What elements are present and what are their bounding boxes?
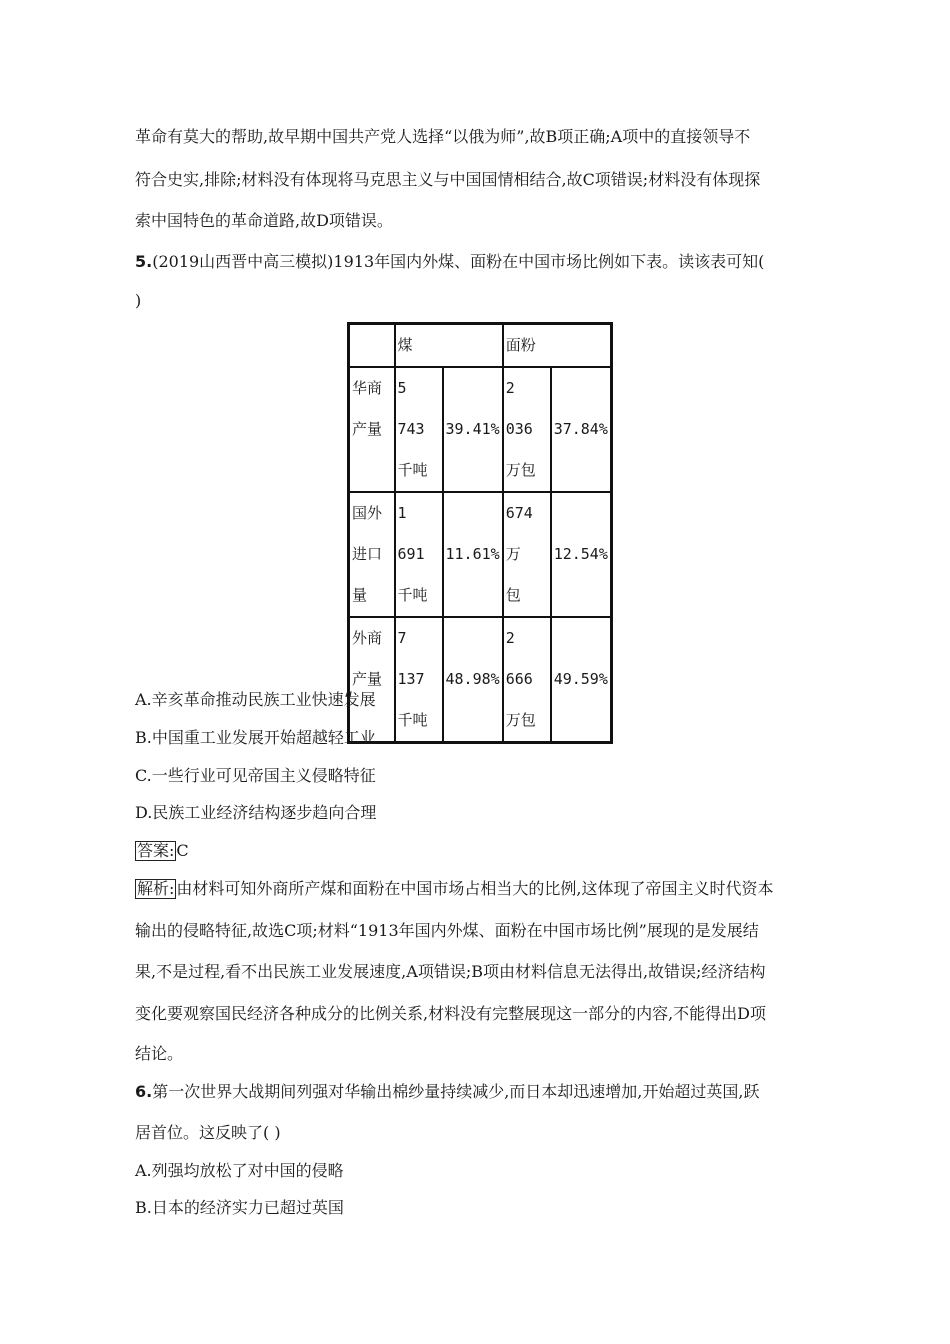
q5-data-table	[347, 322, 613, 744]
flour-percent: 12.54%	[551, 492, 612, 617]
flour-percent: 37.84%	[551, 367, 612, 492]
flour-amount: 674万 包	[503, 492, 551, 617]
row-label: 外商 产量	[349, 617, 395, 743]
q5-analysis-line-2: 输出的侵略特征,故选C项;材料“1913年国内外煤、面粉在中国市场比例”展现的是发展结	[135, 921, 759, 940]
q6-number: 6.	[135, 1082, 153, 1101]
q5-stem-line-1	[135, 251, 764, 273]
q6-stem-line-1	[135, 1081, 759, 1103]
table-row	[349, 492, 612, 617]
table-row	[349, 617, 612, 743]
q5-analysis-line-4: 变化要观察国民经济各种成分的比例关系,材料没有完整展现这一部分的内容,不能得出D项	[135, 1004, 767, 1023]
coal-percent: 39.41%	[443, 367, 503, 492]
q5-analysis-line-3: 果,不是过程,看不出民族工业发展速度,A项错误;B项由材料信息无法得出,故错误;经济结构	[135, 962, 766, 981]
row-label: 华商 产量	[349, 367, 395, 492]
q5-answer	[135, 840, 189, 862]
flour-percent: 49.59%	[551, 617, 612, 743]
q5-number: 5.	[135, 252, 153, 271]
table-row	[349, 367, 612, 492]
q6-stem-text: 第一次世界大战期间列强对华输出棉纱量持续减少,而日本却迅速增加,开始超过英国,跃	[152, 1082, 760, 1101]
q5-stem-text: (2019山西晋中高三模拟)1913年国内外煤、面粉在中国市场比例如下表。读该表可知(	[152, 252, 765, 271]
answer-label: 答案:	[137, 841, 175, 860]
coal-percent: 11.61%	[443, 492, 503, 617]
flour-amount: 2 036 万包	[503, 367, 551, 492]
intro-line-2: 符合史实,排除;材料没有体现将马克思主义与中国国情相结合,故C项错误;材料没有体现探	[135, 170, 761, 189]
analysis-label: 解析:	[137, 879, 175, 898]
table-header-empty	[349, 324, 395, 368]
q5-analysis-line-5: 结论。	[135, 1044, 184, 1063]
q6-option-a: A.列强均放松了对中国的侵略	[135, 1161, 344, 1180]
coal-amount: 7 137 千吨	[395, 617, 443, 743]
q6-stem-line-2: 居首位。这反映了( )	[135, 1123, 281, 1142]
answer-value: C	[176, 841, 189, 860]
row-label: 国外 进口 量	[349, 492, 395, 617]
q6-option-b: B.日本的经济实力已超过英国	[135, 1198, 344, 1217]
intro-line-3: 索中国特色的革命道路,故D项错误。	[135, 211, 393, 230]
intro-line-1: 革命有莫大的帮助,故早期中国共产党人选择“以俄为师”,故B项正确;A项中的直接领导不	[135, 127, 751, 146]
q5-option-d: D.民族工业经济结构逐步趋向合理	[135, 803, 377, 822]
coal-amount: 1 691 千吨	[395, 492, 443, 617]
table-header-row	[349, 324, 612, 368]
q5-option-b: B.中国重工业发展开始超越轻工业	[135, 728, 376, 747]
table-header-flour: 面粉	[503, 324, 612, 368]
flour-amount: 2 666 万包	[503, 617, 551, 743]
coal-percent: 48.98%	[443, 617, 503, 743]
q5-option-c: C.一些行业可见帝国主义侵略特征	[135, 766, 376, 785]
q5-stem-line-2: )	[135, 291, 142, 310]
coal-amount: 5 743 千吨	[395, 367, 443, 492]
q5-analysis-line-1: 解析: 由材料可知外商所产煤和面粉在中国市场占相当大的比例,这体现了帝国主义时代资本	[137, 879, 774, 898]
table-header-coal: 煤	[395, 324, 503, 368]
q5-option-a: A.辛亥革命推动民族工业快速发展	[135, 690, 376, 709]
